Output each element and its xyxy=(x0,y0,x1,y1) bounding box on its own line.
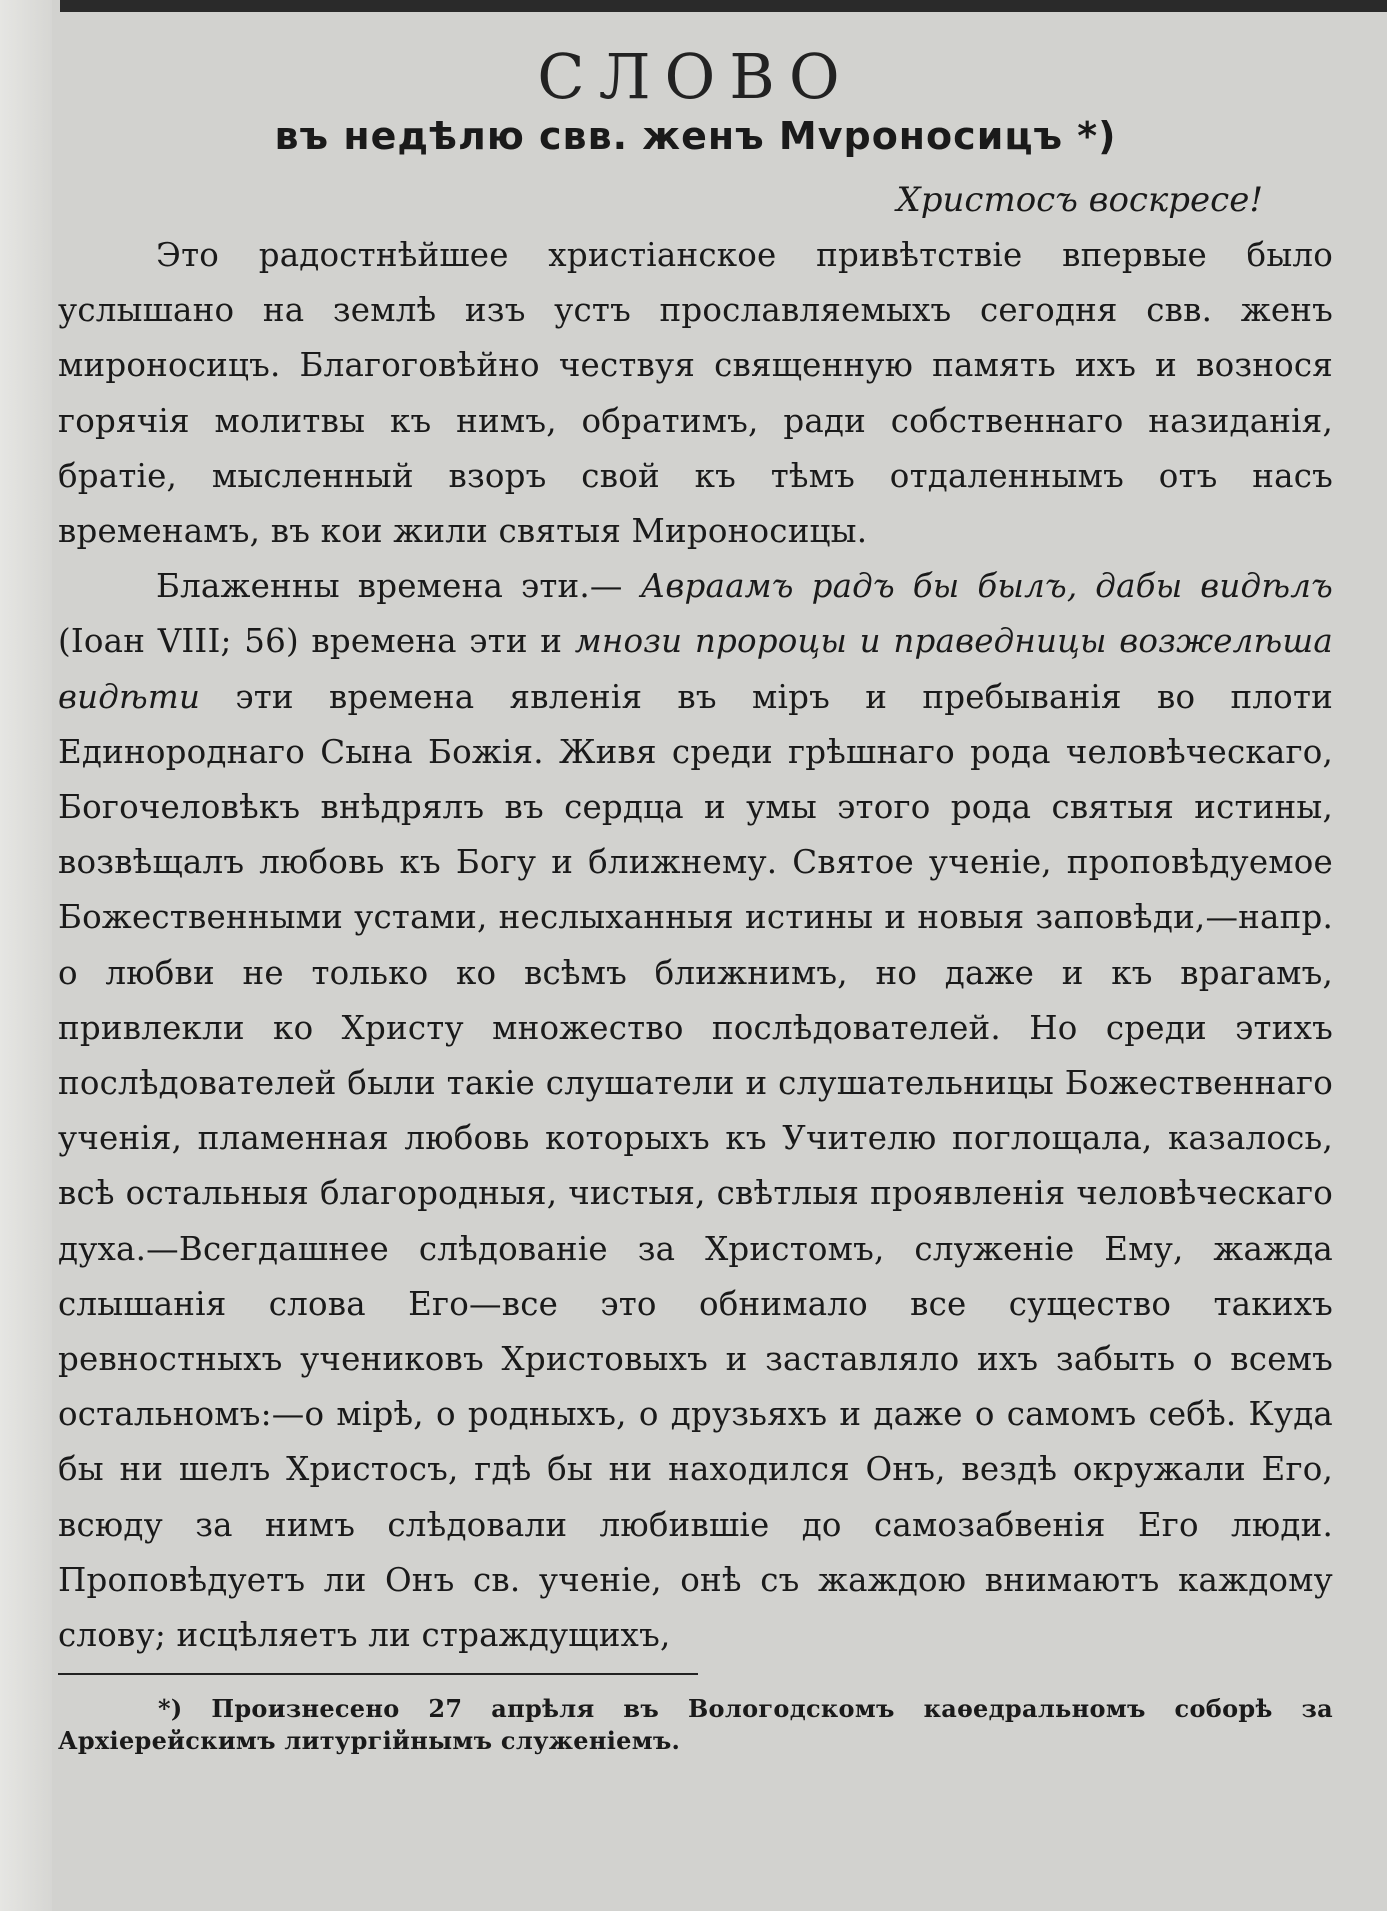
footnote: *) Произнесено 27 апрѣля въ Вологодскомъ каѳедральномъ соборѣ за Архіерейскимъ литургійнымъ служеніемъ. xyxy=(58,1694,1333,1756)
page-left-edge xyxy=(0,0,52,1911)
page-content xyxy=(58,40,1333,1757)
paragraph-1: Это радостнѣйшее христіанское привѣтствіе впервые было услышано на землѣ изъ устъ прославляемыхъ сегодня свв. женъ мироносицъ. Благоговѣйно чествуя священную память ихъ и вознося горячія молитвы къ нимъ, обратимъ, ради собственнаго назиданія, братіе, мысленный взоръ свой къ тѣмъ отдаленнымъ отъ насъ временамъ, въ кои жили святыя Мироносицы. xyxy=(58,236,1333,551)
paragraph-2-quote-2: мнози пророцы и праведницы возжелѣша видѣти xyxy=(58,622,1333,716)
epigraph: Христосъ воскресе! xyxy=(896,180,1263,220)
paragraph-2-text: Блаженны времена эти.— xyxy=(156,567,641,606)
paragraph-2-text: (Іоан VIII; 56) времена эти и xyxy=(58,622,575,661)
sermon-subtitle: въ недѣлю свв. женъ Мvроносицъ *) xyxy=(274,114,1117,158)
footnote-divider xyxy=(58,1673,698,1675)
top-rule xyxy=(60,0,1387,12)
page-title: СЛОВО xyxy=(537,40,854,113)
paragraph-2-quote-1: Авраамъ радъ бы былъ, дабы видѣлъ xyxy=(640,567,1333,606)
paragraph-2 xyxy=(58,559,1333,1663)
paragraph-2-text: эти времена явленія въ міръ и пребыванія во плоти Единороднаго Сына Божія. Живя среди грѣшнаго рода человѣческаго, Богочеловѣкъ внѣдрялъ въ сердца и умы этого рода святыя истины, возвѣщалъ любовь къ Богу и ближнему. Святое ученіе, проповѣдуемое Божественными устами, неслыханныя истины и новыя заповѣди,—напр. о любви не только ко всѣмъ ближнимъ, но даже и къ врагамъ, привлекли ко Христу множество послѣдователей. Но среди этихъ послѣдователей были такіе слушатели и слушательницы Божественнаго ученія, пламенная любовь которыхъ къ Учителю поглощала, казалось, всѣ остальныя благородныя, чистыя, свѣтлыя проявленія человѣческаго духа.—Всегдашнее слѣдованіе за Христомъ, служеніе Ему, жажда слышанія слова Его—все это обнимало все существо такихъ ревностныхъ учениковъ Христовыхъ и заставляло ихъ забыть о всемъ остальномъ:—о мірѣ, о родныхъ, о друзьяхъ и даже о самомъ себѣ. Куда бы ни шелъ Христосъ, гдѣ бы ни находился Онъ, вездѣ окружали Его, всюду за нимъ слѣдовали любившіе до самозабвенія Его люди. Проповѣдуетъ ли Онъ св. ученіе, онѣ съ жаждою внимаютъ каждому слову; исцѣляетъ ли страждущихъ, xyxy=(58,677,1333,1655)
